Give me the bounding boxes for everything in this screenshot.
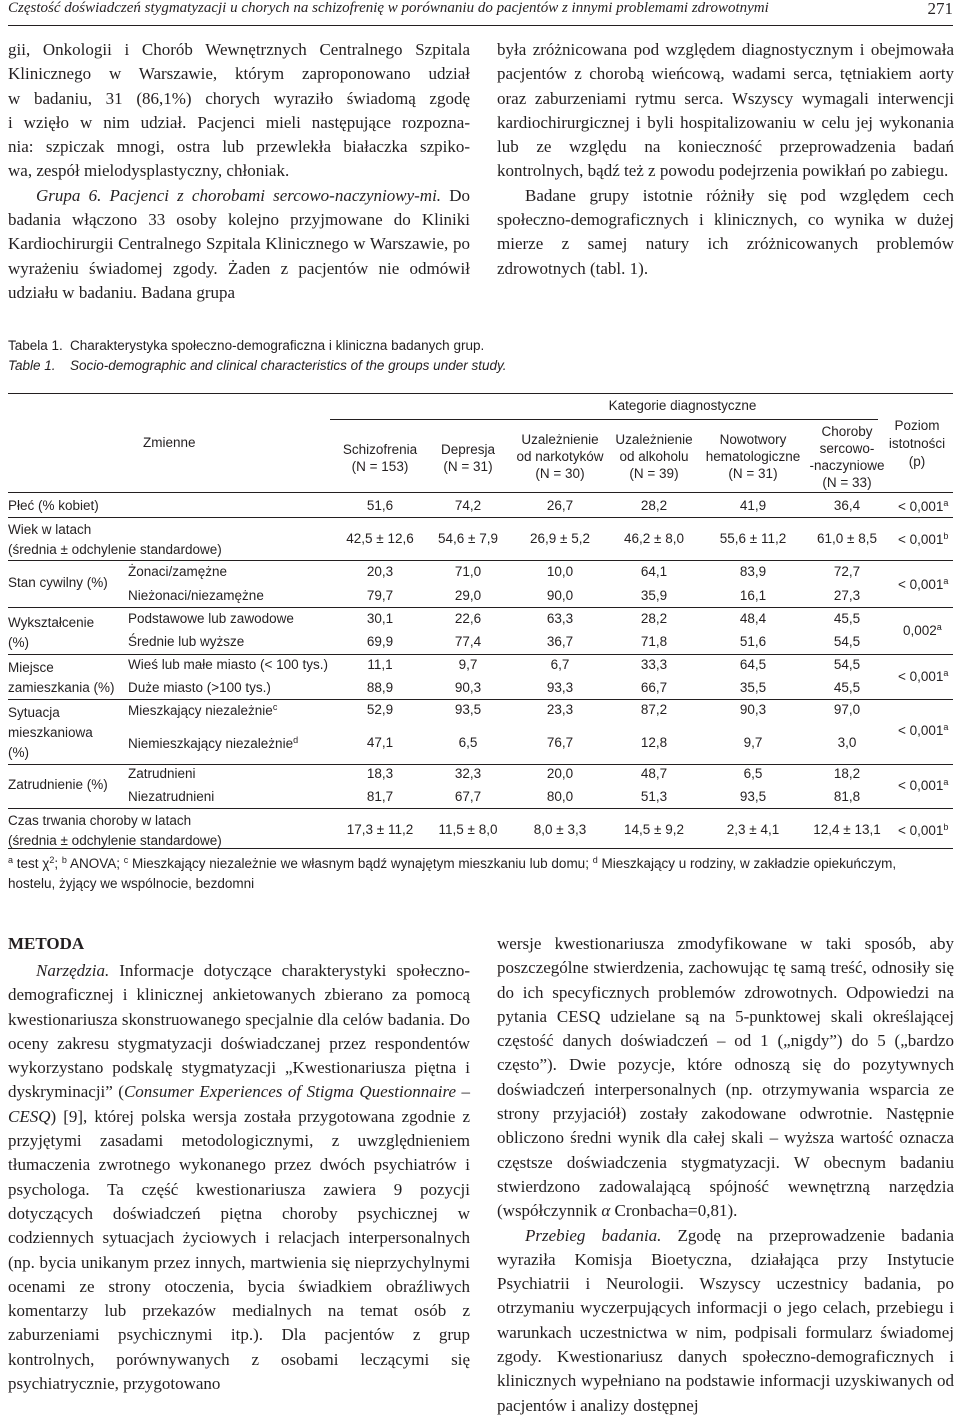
table-cell: 20,0 bbox=[546, 766, 574, 781]
table-cell: 28,2 bbox=[640, 611, 668, 626]
table-cell: 48,4 bbox=[739, 611, 767, 626]
paragraph-line: wa, zespół mielodysplastyczny, chłoniak. bbox=[8, 161, 290, 181]
table-top-rule bbox=[8, 393, 953, 394]
row-label-line: zamieszkania (%) bbox=[8, 680, 115, 695]
footnote-d: Mieszkający u rodziny, w zakładzie opiekuńczym, bbox=[601, 856, 897, 871]
table-cell: 52,9 bbox=[366, 702, 394, 717]
table-cell: 36,4 bbox=[833, 498, 861, 513]
table-cell: 6,7 bbox=[550, 657, 570, 672]
p-value-sup: a bbox=[943, 777, 949, 787]
column-header-line: sercowo- bbox=[819, 441, 875, 456]
column-header-line: Nowotwory bbox=[719, 432, 787, 447]
row-label-line: Sytuacja bbox=[8, 705, 60, 720]
table-cell: 42,5 ± 12,6 bbox=[346, 531, 414, 546]
table-cell: 71,0 bbox=[454, 564, 482, 579]
caption-text-pl: Charakterystyka społeczno-demograficzna i kliniczna badanych grup. bbox=[70, 338, 485, 353]
paragraph-text: wersje kwestionariusza zmodyfikowane w taki sposób, aby poszczególne stwierdzenia, zachowując tę samą treść, odnosiły się do ich specyficznych problemów zdrowotnych. Odpowiedzi na pytania CESQ udzielane są na 5-punktowej skali określającej częstość danych doświadczeń – od 1 („nigdy”) do 5 („bardzo często”). Dwie pozycje, które odnoszą się do pozytywnych doświadczeń interpersonalnych (np. otrzymywania wsparcia ze strony przyjaciół) zostały zakodowane odwrotnie. Następnie obliczono średni wynik dla całej skali – wyższa wartość oznacza częstsze doświadczenia stygmatyzacji. W obecnym badaniu stwierdzono zadowalającą spójność wewnętrzną narzędzia (współczynnik bbox=[497, 934, 954, 1221]
column-header-line: hematologiczne bbox=[705, 449, 801, 464]
table-cell: 6,5 bbox=[458, 735, 478, 750]
table-cell: 90,3 bbox=[454, 680, 482, 695]
text-column-bottom-left bbox=[8, 932, 470, 1396]
p-value bbox=[898, 777, 948, 793]
p-value-sup: b bbox=[943, 822, 949, 832]
column-header-line: (N = 31) bbox=[728, 466, 778, 481]
table-cell: 47,1 bbox=[366, 735, 394, 750]
p-value bbox=[903, 622, 942, 638]
footnote-line: hostelu, żyjący we wspólnocie, bezdomni bbox=[8, 876, 255, 891]
table-cell: 93,5 bbox=[454, 702, 482, 717]
table-footnote: $^a$ test $\chi^2$; $^b$ ANOVA; $^c$ Mieszkający niezależnie we własnym bądź wynajętym mieszkaniu lub domu; $^d$ Mieszkający u rodziny, w zakładzie opiekuńczym, hostelu, żyjący we wspólnocie, bezdomni bbox=[8, 850, 953, 894]
p-value bbox=[898, 498, 948, 514]
column-header-line: od alkoholu bbox=[619, 449, 689, 464]
row-rule bbox=[8, 517, 953, 518]
table-cell: 17,3 ± 11,2 bbox=[346, 822, 414, 837]
paragraph-text: Zgodę na przeprowadzenie badania wyraziła Komisja Bioetyczna, działająca przy Instytucie Psychiatrii i Neurologii. Wszyscy uczestnicy badania, po otrzymaniu wyczerpujących informacji o jego celach, przebiegu i warunkach uczestnictwa w nim, podpisali formularz świadomej zgody. Kwestionariusz danych społeczno-demograficznych i klinicznych wypełniano na podstawie informacji uzyskiwanych od pacjentów i analizy dostępnej bbox=[497, 1225, 954, 1415]
row-label-line: Czas trwania choroby w latach bbox=[8, 813, 192, 828]
footnote-marker: c bbox=[272, 702, 278, 712]
footnote-b: ANOVA; bbox=[69, 856, 120, 871]
table-cell: 51,3 bbox=[640, 789, 668, 804]
table-cell: 81,8 bbox=[833, 789, 861, 804]
row-group-label: Stan cywilny (%) bbox=[8, 575, 108, 590]
table-cell: 88,9 bbox=[366, 680, 394, 695]
table-cell: 79,7 bbox=[366, 588, 394, 603]
alpha-symbol: α bbox=[601, 1201, 611, 1221]
table-cell: 29,0 bbox=[454, 588, 482, 603]
p-value-text: < 0,001 bbox=[898, 499, 944, 514]
row-label-line: Wykształcenie bbox=[8, 615, 95, 630]
row-sub-label-text: Niemieszkający niezależnie bbox=[128, 736, 294, 751]
caption-label-pl: Tabela 1. bbox=[8, 338, 63, 353]
paragraph-line: Klinicznego w Warszawie, którym zaproponowano udział bbox=[8, 64, 470, 84]
p-value-text: < 0,001 bbox=[898, 577, 944, 592]
table-bottom-rule bbox=[8, 848, 953, 849]
table-cell: 18,2 bbox=[833, 766, 861, 781]
footnote-marker: b bbox=[61, 855, 67, 865]
p-value-sup: a bbox=[936, 622, 942, 632]
table-cell: 35,5 bbox=[739, 680, 767, 695]
table-cell: 8,0 ± 3,3 bbox=[533, 822, 587, 837]
table-cell: 3,0 bbox=[837, 735, 857, 750]
row-group-label bbox=[8, 703, 93, 763]
table-cell: 61,0 ± 8,5 bbox=[817, 531, 877, 546]
table-cell: 36,7 bbox=[546, 634, 574, 649]
table-cell: 10,0 bbox=[546, 564, 574, 579]
text-column-bottom-right bbox=[497, 932, 954, 1418]
row-rule bbox=[8, 699, 953, 700]
row-rule bbox=[8, 607, 953, 608]
row-label bbox=[8, 811, 222, 851]
p-value-text: < 0,001 bbox=[898, 723, 944, 738]
column-header-line: -naczyniowe bbox=[809, 458, 885, 473]
column-header-line: Depresja bbox=[440, 442, 496, 457]
table-cell: 97,0 bbox=[833, 702, 861, 717]
column-header-schizofrenia bbox=[330, 441, 430, 475]
p-value-text: < 0,001 bbox=[898, 532, 944, 547]
row-sub-label bbox=[128, 702, 277, 718]
row-label: Płeć (% kobiet) bbox=[8, 498, 99, 513]
row-label bbox=[8, 520, 222, 560]
row-rule bbox=[8, 654, 953, 655]
p-value-sup: a bbox=[943, 498, 949, 508]
table-cell: 45,5 bbox=[833, 611, 861, 626]
table-cell: 41,9 bbox=[739, 498, 767, 513]
column-header-line: (N = 33) bbox=[822, 475, 872, 490]
table-cell: 83,9 bbox=[739, 564, 767, 579]
paragraph-line: gii, Onkologii i Chorób Wewnętrznych Centralnego Szpitala bbox=[8, 40, 470, 59]
section-heading: METODA bbox=[8, 934, 85, 953]
table-cell: 64,5 bbox=[739, 657, 767, 672]
table-cell: 48,7 bbox=[640, 766, 668, 781]
row-sub-label: Zatrudnieni bbox=[128, 766, 196, 781]
table-cell: 14,5 ± 9,2 bbox=[624, 822, 684, 837]
header-zmienne: Zmienne bbox=[143, 435, 196, 450]
table-cell: 77,4 bbox=[454, 634, 482, 649]
table-cell: 35,9 bbox=[640, 588, 668, 603]
running-title: Częstość doświadczeń stygmatyzacji u chorych na schizofrenię w porównaniu do pacjentów z innymi problemami zdrowotnymi bbox=[8, 0, 769, 16]
table-cell: 74,2 bbox=[454, 498, 482, 513]
row-label-line: Wiek w latach bbox=[8, 522, 92, 537]
table-cell: 51,6 bbox=[366, 498, 394, 513]
table-cell: 18,3 bbox=[366, 766, 394, 781]
column-header-line: Choroby bbox=[821, 424, 873, 439]
table-header-rule bbox=[8, 492, 953, 493]
table-cell: 64,1 bbox=[640, 564, 668, 579]
table-cell: 12,4 ± 13,1 bbox=[813, 822, 881, 837]
paragraph-text: Informacje dotyczące charakterystyki społeczno-demograficznej i klinicznej ankietowanych zbierano za pomocą kwestionariusza skonstruowanego specjalnie dla celów badania. Do oceny zakresu stygmatyzacji doświadczanej przez respondentów wykorzystano podskalę stygmatyzacji „Kwestionariusza piętna i dyskryminacji” ( bbox=[8, 961, 470, 1102]
row-sub-label: Żonaci/zamężne bbox=[128, 564, 228, 579]
row-sub-label-text: Mieszkający niezależnie bbox=[128, 703, 273, 718]
table-cell: 81,7 bbox=[366, 789, 394, 804]
paragraph-text: Cronbacha=0,81). bbox=[610, 1201, 738, 1221]
subsection-label: Narzędzia. bbox=[36, 961, 110, 980]
table-cell: 46,2 ± 8,0 bbox=[624, 531, 684, 546]
table-cell: 69,9 bbox=[366, 634, 394, 649]
footnote-marker: d bbox=[592, 855, 598, 865]
row-sub-label: Podstawowe lub zawodowe bbox=[128, 611, 294, 626]
table-cell: 66,7 bbox=[640, 680, 668, 695]
footnote-marker: a bbox=[8, 855, 14, 865]
group6-heading: Grupa 6. Pacjenci z chorobami sercowo-naczyniowy-mi. bbox=[36, 185, 442, 205]
p-value-sup: a bbox=[943, 576, 949, 586]
paragraph-line: nia: szpiczak mnogi, ostra lub przewlekła białaczka szpiko- bbox=[8, 137, 470, 157]
column-header-line: Schizofrenia bbox=[342, 442, 418, 457]
row-label-line: (%) bbox=[8, 635, 29, 650]
row-sub-label: Średnie lub wyższe bbox=[128, 634, 245, 649]
table-cell: 90,3 bbox=[739, 702, 767, 717]
table-group-header: Kategorie diagnostyczne bbox=[608, 398, 757, 413]
table-cell: 16,1 bbox=[739, 588, 767, 603]
table-cell: 93,3 bbox=[546, 680, 574, 695]
table-group-rule bbox=[330, 419, 878, 420]
table-cell: 27,3 bbox=[833, 588, 861, 603]
row-label-line: mieszkaniowa bbox=[8, 725, 93, 740]
column-header-poziom bbox=[878, 417, 956, 471]
table-cell: 9,7 bbox=[743, 735, 763, 750]
p-value-text: < 0,001 bbox=[898, 823, 944, 838]
column-header-alkohol bbox=[604, 431, 704, 482]
table-cell: 87,2 bbox=[640, 702, 668, 717]
table-cell: 45,5 bbox=[833, 680, 861, 695]
table-cell: 76,7 bbox=[546, 735, 574, 750]
p-value bbox=[898, 722, 948, 738]
row-rule bbox=[8, 808, 953, 809]
table-cell: 26,9 ± 5,2 bbox=[530, 531, 590, 546]
p-value-sup: a bbox=[943, 722, 949, 732]
table-cell: 33,3 bbox=[640, 657, 668, 672]
table-cell: 54,5 bbox=[833, 634, 861, 649]
p-value-sup: a bbox=[943, 668, 949, 678]
row-label-line: (średnia ± odchylenie standardowe) bbox=[8, 542, 222, 557]
table-cell: 32,3 bbox=[454, 766, 482, 781]
table-cell: 22,6 bbox=[454, 611, 482, 626]
row-label-line: (średnia ± odchylenie standardowe) bbox=[8, 833, 222, 848]
p-value bbox=[898, 531, 948, 547]
table-cell: 23,3 bbox=[546, 702, 574, 717]
column-header-line: istotności bbox=[888, 436, 946, 451]
footnote-a: test χ bbox=[16, 856, 50, 871]
table-cell: 11,1 bbox=[367, 657, 393, 672]
table-cell: 90,0 bbox=[546, 588, 574, 603]
footnote-marker: c bbox=[123, 855, 129, 865]
row-rule bbox=[8, 560, 953, 561]
table-cell: 55,6 ± 11,2 bbox=[719, 531, 787, 546]
table-cell: 93,5 bbox=[739, 789, 767, 804]
caption-label-en: Table 1. bbox=[8, 358, 56, 373]
group6-text: Do badania włączono 33 osoby kolejno przyjmowane do Kliniki Kardiochirurgii Centralnego Szpitala Klinicznego w Warszawie, po wyrażeniu świadomej zgody. Żaden z pacjentów nie odmówił udziału w badaniu. Badana grupa bbox=[8, 185, 471, 302]
row-sub-label bbox=[128, 735, 298, 751]
subsection-label: Przebieg badania. bbox=[525, 1225, 662, 1245]
p-value-text: < 0,001 bbox=[898, 669, 944, 684]
paragraph-text: ) [9], której polska wersja została przygotowana zgodnie z przyjętymi zasadami metodologicznymi, z uwzględnieniem tłumaczenia zwrotnego wykonanego przez dwóch psychiatrów i psychologa. Ta część kwestionariusza zawiera 9 pozycji dotyczących doświadczeń piętna choroby psychicznej w codziennych sytuacjach życiowych i relacjach interpersonalnych (np. bycia unikanym przez innych, martwienia się nieprzychylnymi ocenami ze strony otoczenia, bycia świadkiem obraźliwych komentarzy lub przekazów medialnych na temat osób z zaburzeniami psychicznymi itp.). Dla pacjentów z grup kontrolnych, porównywanych z osobami leczącymi się psychiatrycznie, przygotowano bbox=[8, 1106, 470, 1394]
table-cell: 28,2 bbox=[640, 498, 668, 513]
column-header-line: (N = 39) bbox=[629, 466, 679, 481]
paragraph-line: w badaniu, 31 (86,1%) chorych wyraziło świadomą zgodę bbox=[8, 88, 470, 108]
table-cell: 12,8 bbox=[640, 735, 668, 750]
caption-text-en: Socio-demographic and clinical characteristics of the groups under study. bbox=[70, 358, 507, 373]
row-sub-label: Duże miasto (>100 tys.) bbox=[128, 680, 271, 695]
p-value-text: < 0,001 bbox=[898, 778, 944, 793]
footnote-marker: d bbox=[293, 735, 299, 745]
column-header-line: (N = 30) bbox=[535, 466, 585, 481]
column-header-line: (N = 153) bbox=[351, 459, 409, 474]
table-cell: 26,7 bbox=[546, 498, 574, 513]
paragraph: Badane grupy istotnie różniły się pod względem cech społeczno-demograficznych i klinicznych, co wynika w dużej mierze z samej natury ich zróżnicowanych problemów zdrowotnych (tabl. 1). bbox=[497, 185, 954, 278]
column-header-line: Uzależnienie bbox=[521, 432, 599, 447]
row-label-line: (%) bbox=[8, 745, 29, 760]
table-cell: 2,3 ± 4,1 bbox=[726, 822, 780, 837]
table-cell: 80,0 bbox=[546, 789, 574, 804]
p-value bbox=[898, 576, 948, 592]
row-sub-label: Wieś lub małe miasto (< 100 tys.) bbox=[128, 657, 328, 672]
table-cell: 11,5 ± 8,0 bbox=[438, 822, 498, 837]
row-sub-label: Niezatrudnieni bbox=[128, 789, 215, 804]
row-sub-label: Nieżonaci/niezamężne bbox=[128, 588, 264, 603]
column-header-line: (p) bbox=[908, 454, 926, 469]
p-value bbox=[898, 668, 948, 684]
p-value-sup: b bbox=[943, 531, 949, 541]
table-cell: 63,3 bbox=[546, 611, 574, 626]
column-header-narkotyki bbox=[510, 431, 610, 482]
p-value-text: 0,002 bbox=[903, 623, 937, 638]
table-cell: 51,6 bbox=[739, 634, 767, 649]
table-cell: 71,8 bbox=[640, 634, 668, 649]
table-cell: 54,5 bbox=[833, 657, 861, 672]
table-cell: 20,3 bbox=[366, 564, 394, 579]
column-header-line: Uzależnienie bbox=[615, 432, 693, 447]
table-cell: 9,7 bbox=[458, 657, 478, 672]
column-header-line: Poziom bbox=[894, 418, 940, 433]
column-header-line: (N = 31) bbox=[443, 459, 493, 474]
footnote-a-exponent: 2 bbox=[49, 855, 55, 865]
column-header-nowotwory bbox=[698, 431, 808, 482]
table-cell: 67,7 bbox=[454, 789, 482, 804]
table-cell: 72,7 bbox=[833, 564, 861, 579]
table-cell: 30,1 bbox=[366, 611, 394, 626]
page-number: 271 bbox=[927, 0, 953, 18]
row-group-label: Zatrudnienie (%) bbox=[8, 777, 108, 792]
column-header-depresja bbox=[418, 441, 518, 475]
questionnaire-name: Consumer Experiences of Stigma Questionnaire – CESQ bbox=[8, 1082, 470, 1126]
row-rule bbox=[8, 764, 953, 765]
row-group-label bbox=[8, 613, 94, 653]
footnote-c: Mieszkający niezależnie we własnym bądź wynajętym mieszkaniu lub domu; bbox=[132, 856, 589, 871]
table-cell: 54,6 ± 7,9 bbox=[438, 531, 498, 546]
row-group-label bbox=[8, 658, 115, 698]
column-header-line: od narkotyków bbox=[516, 449, 604, 464]
paragraph: była zróżnicowana pod względem diagnostycznym i obejmowała pacjentów z chorobą wieńcową, wadami serca, tętniakiem aorty oraz zaburzeniami rytmu serca. Wszyscy wymagali interwencji kardiochirurgicznej i byli hospitalizowaniu w celu jej wykonania lub ze względu na konieczność przeprowadzenia badań kontrolnych, bądź też z powodu podejrzenia powikłań po zabiegu. bbox=[497, 40, 954, 181]
p-value bbox=[898, 822, 948, 838]
paragraph-line: i wzięło w nim udział. Pacjenci mieli następujące rozpozna- bbox=[8, 112, 470, 132]
row-label-line: Miejsce bbox=[8, 660, 54, 675]
table-cell: 6,5 bbox=[743, 766, 763, 781]
